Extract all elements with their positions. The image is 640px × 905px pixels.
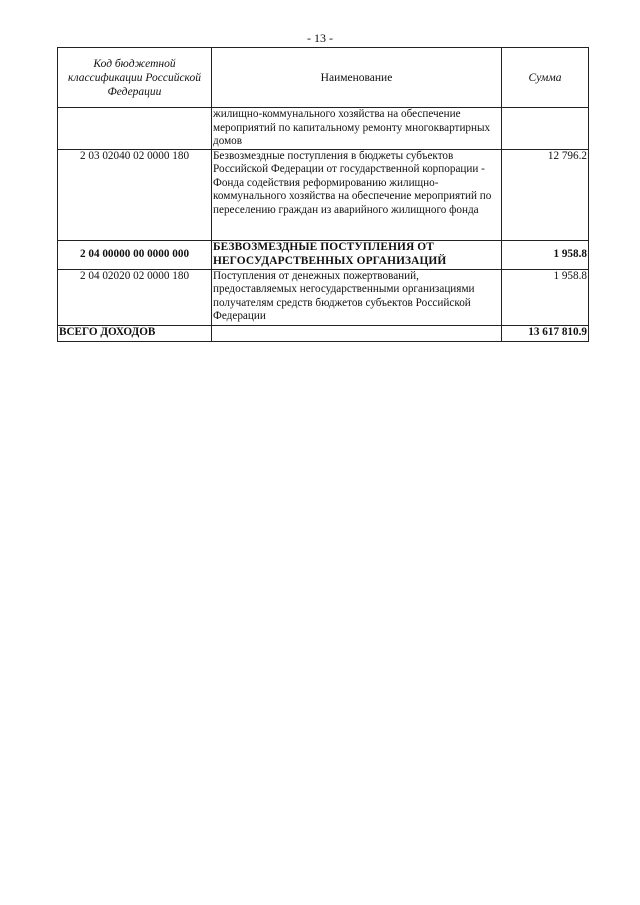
row-code xyxy=(58,108,212,150)
table-header-row xyxy=(58,48,589,108)
total-name xyxy=(212,325,502,341)
table-row-section xyxy=(58,240,589,269)
row-sum xyxy=(502,108,589,150)
revenue-table xyxy=(57,47,589,342)
row-sum: 12 796.2 xyxy=(502,149,589,240)
header-sum: Сумма xyxy=(502,48,589,108)
total-label: ВСЕГО ДОХОДОВ xyxy=(58,325,212,341)
row-name: Безвозмездные поступления в бюджеты субъектов Российской Федерации от государственной корпорации - Фонда содействия реформированию жилищно-коммунального хозяйства на обеспечение мероприятий по переселению граждан из аварийного жилищного фонда xyxy=(212,149,502,240)
row-code: 2 04 02020 02 0000 180 xyxy=(58,269,212,325)
table-row xyxy=(58,269,589,325)
row-code: 2 04 00000 00 0000 000 xyxy=(58,240,212,269)
table-row xyxy=(58,149,589,240)
header-code: Код бюджетной классификации Российской Федерации xyxy=(58,48,212,108)
row-name: БЕЗВОЗМЕЗДНЫЕ ПОСТУПЛЕНИЯ ОТ НЕГОСУДАРСТВЕННЫХ ОРГАНИЗАЦИЙ xyxy=(212,240,502,269)
table-row xyxy=(58,108,589,150)
row-name: Поступления от денежных пожертвований, предоставляемых негосударственными организациями получателям средств бюджетов субъектов Российской Федерации xyxy=(212,269,502,325)
table-total-row xyxy=(58,325,589,341)
row-sum: 1 958.8 xyxy=(502,240,589,269)
total-sum: 13 617 810.9 xyxy=(502,325,589,341)
row-code: 2 03 02040 02 0000 180 xyxy=(58,149,212,240)
page-number: - 13 - xyxy=(307,31,333,45)
row-name: жилищно-коммунального хозяйства на обеспечение мероприятий по капитальному ремонту многоквартирных домов xyxy=(212,108,502,150)
header-name: Наименование xyxy=(212,48,502,108)
row-sum: 1 958.8 xyxy=(502,269,589,325)
